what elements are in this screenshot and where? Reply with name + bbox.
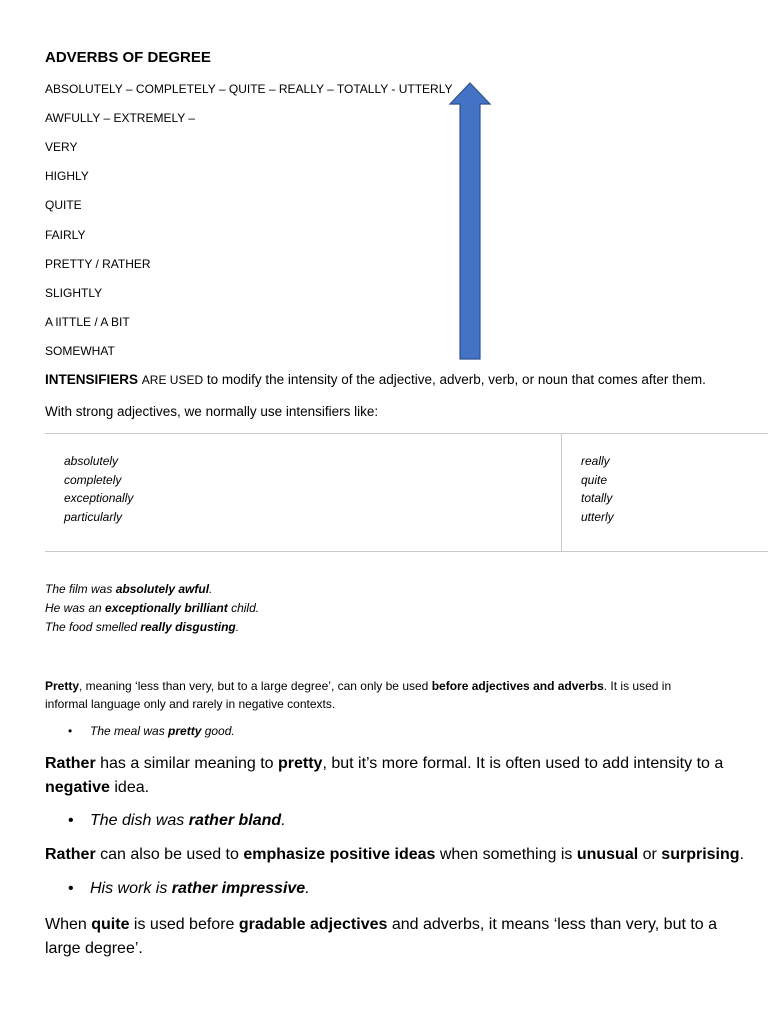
intensifiers-table — [45, 433, 768, 552]
table-column-right — [581, 452, 614, 527]
scale-line: VERY — [45, 140, 78, 154]
are-used-text: ARE USED — [141, 373, 204, 387]
example-sentence: The film was absolutely awful. — [45, 582, 213, 596]
rather-positive-paragraph: Rather can also be used to emphasize positive ideas when something is unusual or surprising. — [45, 846, 744, 863]
table-cell: completely — [64, 472, 122, 487]
table-cell: totally — [581, 491, 613, 506]
scale-line: HIGHLY — [45, 169, 89, 183]
scale-line: AWFULLY – EXTREMELY – — [45, 111, 196, 125]
bullet-icon: • — [68, 880, 74, 897]
table-cell: particularly — [64, 510, 123, 525]
intensifiers-term: INTENSIFIERS — [45, 372, 139, 387]
strong-adjectives-intro: With strong adjectives, we normally use intensifiers like: — [45, 404, 379, 419]
up-arrow-icon — [448, 82, 492, 362]
scale-line: ABSOLUTELY – COMPLETELY – QUITE – REALLY – TOTALLY - UTTERLY — [45, 82, 453, 96]
scale-line: PRETTY / RATHER — [45, 257, 151, 271]
scale-line: SOMEWHAT — [45, 344, 115, 358]
table-cell: utterly — [581, 510, 614, 525]
scale-line: SLIGHTLY — [45, 286, 103, 300]
table-divider — [561, 434, 562, 551]
scale-line: A lITTLE / A BIT — [45, 315, 130, 329]
scale-line: FAIRLY — [45, 228, 86, 242]
bullet-icon: • — [68, 812, 74, 829]
pretty-paragraph: Pretty, meaning ‘less than very, but to a large degree’, can only be used before adjectives and adverbs. It is used in informal language only and rarely in negative contexts. — [45, 679, 672, 711]
table-cell: absolutely — [64, 454, 119, 468]
example-sentences — [45, 580, 259, 637]
bullet-item: • His work is rather impressive. — [68, 880, 310, 897]
example-sentence: The food smelled really disgusting. — [45, 620, 240, 634]
table-column-left — [64, 452, 133, 527]
bullet-item: • The dish was rather bland. — [68, 812, 286, 829]
scale-line: QUITE — [45, 198, 82, 212]
quite-paragraph: When quite is used before gradable adjectives and adverbs, it means ‘less than very, but to a large degree’. — [45, 916, 718, 957]
intensifiers-intro — [45, 372, 706, 387]
bullet-item: • The meal was pretty good. — [68, 724, 235, 738]
table-cell: exceptionally — [64, 491, 134, 506]
rather-paragraph: Rather has a similar meaning to pretty, but it’s more formal. It is often used to add intensity to a negative idea. — [45, 755, 724, 796]
table-cell: really — [581, 454, 610, 468]
table-cell: quite — [581, 472, 608, 487]
example-sentence: He was an exceptionally brilliant child. — [45, 601, 260, 615]
page-title: ADVERBS OF DEGREE — [45, 49, 211, 66]
intro-rest: to modify the intensity of the adjective, adverb, verb, or noun that comes after them. — [203, 372, 706, 387]
bullet-icon: • — [68, 724, 73, 738]
